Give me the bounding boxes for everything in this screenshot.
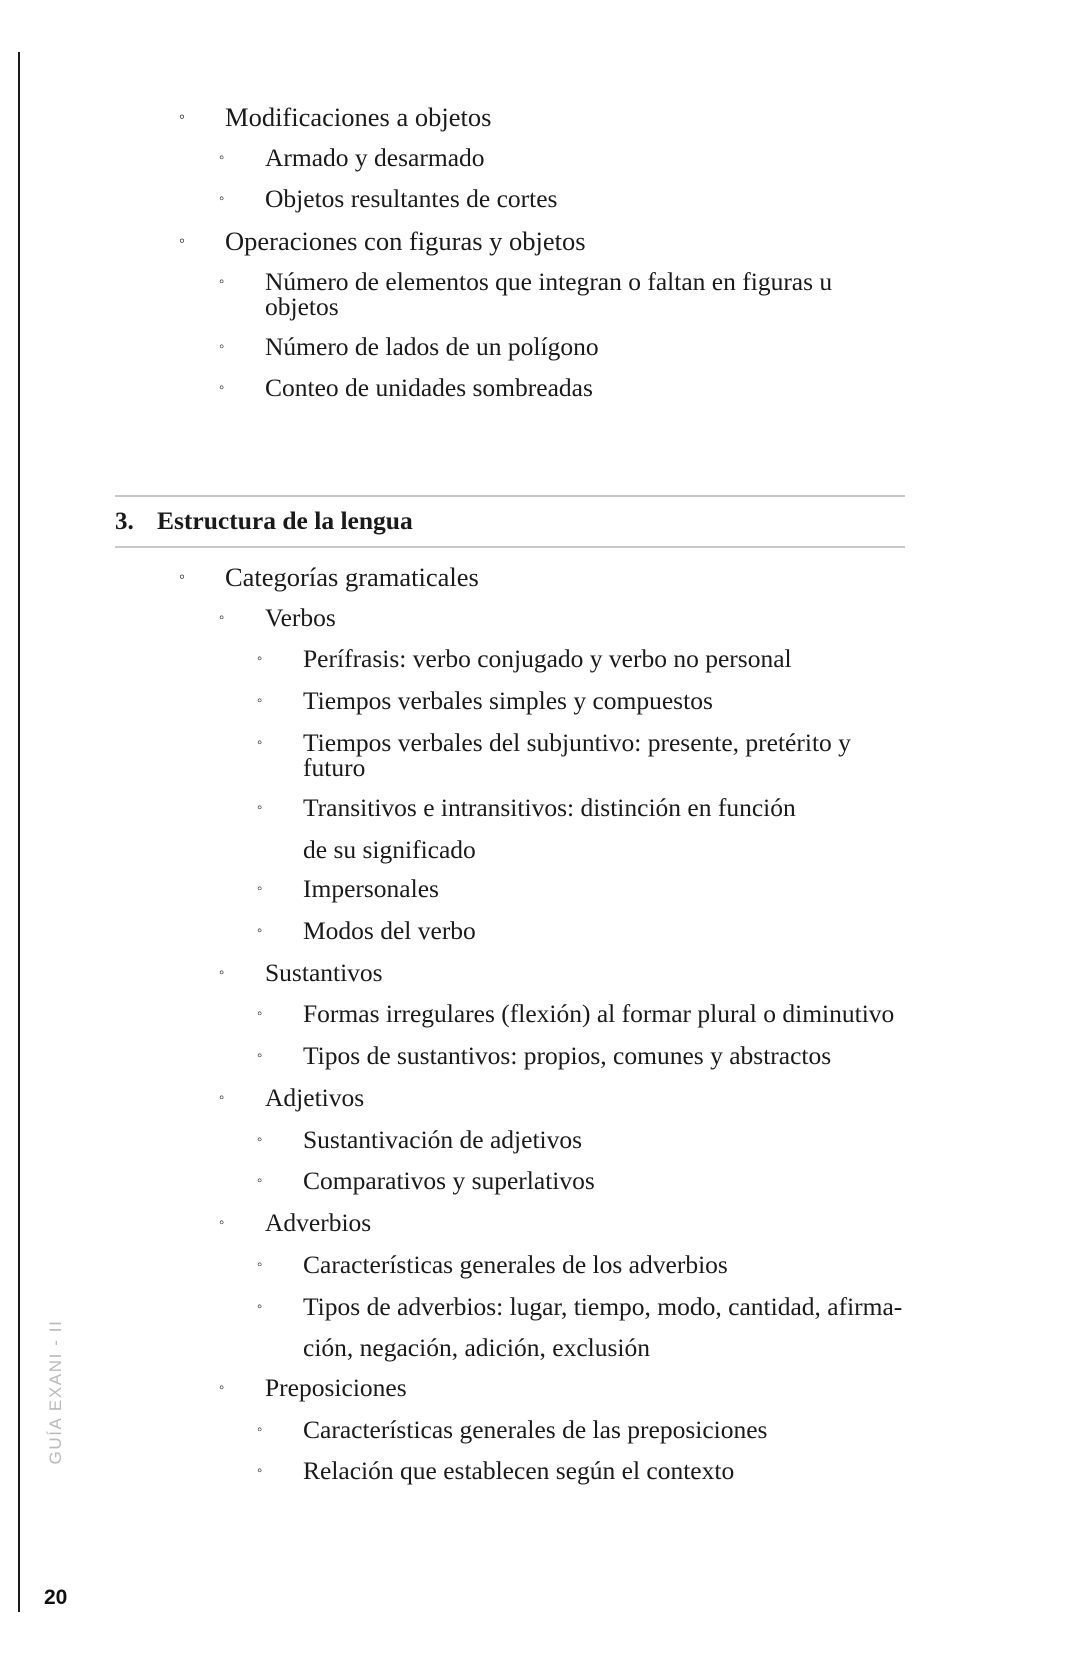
outline-item-label: Impersonales (303, 874, 439, 903)
bullet-marker-icon: ◦ (219, 273, 225, 290)
outline-item-label: Perífrasis: verbo conjugado y verbo no personal (303, 644, 792, 674)
outline-continuation-line: ción, negación, adición, exclusión (303, 1333, 650, 1363)
bullet-marker-icon: ◦ (219, 1215, 225, 1231)
outline-item (115, 957, 905, 988)
section-outline-list (115, 564, 905, 1486)
outline-item (115, 1124, 905, 1155)
bullet-marker-icon: ◦ (257, 1256, 263, 1273)
outline-item-label: Sustantivos (265, 957, 383, 987)
outline-item-label: Comparativos y superlativos (303, 1166, 595, 1196)
outline-item (115, 727, 905, 783)
bullet-marker-icon: ◦ (257, 1048, 263, 1064)
section-heading (115, 497, 905, 546)
outline-item-label: Categorías gramaticales (225, 562, 479, 592)
outline-item (115, 266, 905, 321)
bullet-marker-icon: ◦ (257, 693, 263, 709)
bullet-marker-icon: ◦ (257, 1131, 263, 1148)
outline-item-label: Preposiciones (265, 1372, 407, 1402)
outline-item (115, 564, 905, 591)
bullet-marker-icon: ◦ (219, 380, 225, 397)
outline-item-label: Adjetivos (265, 1082, 365, 1112)
outline-item (115, 602, 905, 633)
outline-item (115, 915, 905, 946)
bullet-marker-icon: ◦ (257, 651, 263, 668)
outline-item-label: Modificaciones a objetos (225, 102, 492, 132)
outline-item-label: Formas irregulares (flexión) al formar plural o diminutivo (303, 999, 895, 1029)
bullet-marker-icon: ◦ (179, 567, 186, 586)
outline-item-label: Verbos (265, 602, 336, 632)
outline-continuation-line: de su significado (303, 834, 476, 864)
bullet-marker-icon: ◦ (219, 338, 225, 355)
outline-item (115, 688, 905, 716)
outline-item (115, 375, 905, 403)
section-title: Estructura de la lengua (157, 506, 413, 535)
outline-item (115, 646, 905, 674)
outline-item-label: Sustantivación de adjetivos (303, 1124, 583, 1154)
outline-item (115, 1291, 905, 1322)
outline-item (115, 228, 905, 255)
left-edge-rule (18, 52, 20, 1612)
outline-item-label: Tipos de adverbios: lugar, tiempo, modo, cantidad, afirma- (303, 1291, 903, 1321)
outline-item-label: Operaciones con figuras y objetos (225, 226, 586, 256)
bullet-marker-icon: ◦ (257, 922, 263, 939)
outline-item (115, 876, 905, 904)
outline-item (115, 1168, 905, 1196)
top-outline-list (115, 104, 905, 403)
bullet-marker-icon: ◦ (219, 1089, 225, 1106)
outline-item-label: Número de elementos que integran o faltan en figuras u objetos (265, 266, 833, 321)
section-rule-bottom (115, 546, 905, 548)
bullet-marker-icon: ◦ (219, 191, 225, 208)
vertical-guide-label: GUÍA EXANI - II (46, 1319, 65, 1465)
outline-item-label: Tiempos verbales simples y compuestos (303, 686, 713, 715)
outline-item (115, 1372, 905, 1403)
bullet-marker-icon: ◦ (257, 1421, 263, 1438)
outline-item (115, 331, 905, 362)
page-number: 20 (44, 1586, 68, 1609)
outline-item-label: Tiempos verbales del subjuntivo: presente, pretérito y futuro (303, 727, 851, 783)
outline-item-label: Adverbios (265, 1208, 372, 1237)
bullet-marker-icon: ◦ (219, 964, 225, 981)
outline-item (115, 1001, 905, 1029)
outline-item (115, 792, 905, 823)
bullet-marker-icon: ◦ (257, 881, 263, 897)
outline-item-label: Objetos resultantes de cortes (265, 184, 558, 214)
outline-item (115, 1210, 905, 1238)
bullet-marker-icon: ◦ (257, 799, 263, 816)
outline-item-label: Transitivos e intransitivos: distinción en función (303, 792, 796, 822)
outline-item (115, 1458, 905, 1486)
bullet-marker-icon: ◦ (219, 149, 225, 166)
outline-item (115, 1082, 905, 1113)
section-spacer (115, 417, 905, 457)
outline-item-label: Características generales de los adverbios (303, 1249, 728, 1279)
bullet-marker-icon: ◦ (219, 609, 225, 626)
outline-item (115, 1043, 905, 1071)
outline-item-label: Número de lados de un polígono (265, 331, 599, 361)
bullet-marker-icon: ◦ (179, 107, 186, 126)
bullet-marker-icon: ◦ (257, 1006, 263, 1023)
bullet-marker-icon: ◦ (219, 1379, 225, 1396)
outline-item-label: Tipos de sustantivos: propios, comunes y abstractos (303, 1041, 832, 1070)
outline-item-label: Armado y desarmado (265, 142, 485, 172)
outline-item (115, 1414, 905, 1445)
bullet-marker-icon: ◦ (257, 1298, 263, 1315)
outline-item-label: Modos del verbo (303, 915, 476, 945)
section-heading-block (115, 495, 905, 548)
outline-item-label: Conteo de unidades sombreadas (265, 373, 593, 403)
outline-item-label: Características generales de las preposiciones (303, 1414, 768, 1444)
bullet-marker-icon: ◦ (179, 231, 186, 250)
outline-item (115, 1249, 905, 1280)
content-column (115, 104, 905, 1500)
bullet-marker-icon: ◦ (257, 1463, 263, 1480)
bullet-marker-icon: ◦ (257, 734, 263, 751)
bullet-marker-icon: ◦ (257, 1173, 263, 1190)
outline-item-label: Relación que establecen según el contexto (303, 1456, 735, 1486)
outline-item (115, 104, 905, 131)
section-number: 3. (115, 508, 134, 535)
outline-item (115, 142, 905, 173)
outline-item (115, 186, 905, 214)
